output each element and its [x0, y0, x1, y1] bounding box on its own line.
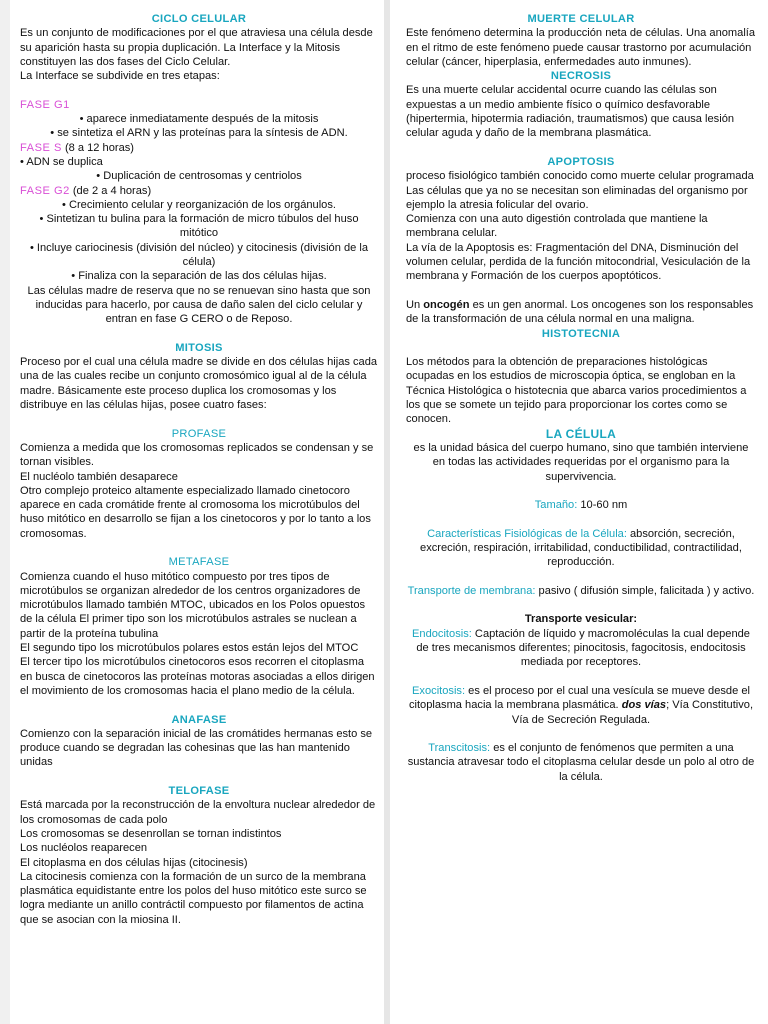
left-column — [10, 0, 384, 1024]
metafase-line: Comienza cuando el huso mitótico compuesto por tres tipos de microtúbulos se organizan alrededor de los centros organizadores de microtúbulos llamado también MTOC, ubicados en los Polos opuestos de la célula El primer tipo son los microtúbulos astrales se nuclean a partir de la proteína tubulina — [20, 570, 366, 640]
fase-g2-bullet: • Sintetizan tu bulina para la formación de micro túbulos del huso mitótico — [39, 213, 359, 240]
apoptosis-line: proceso fisiológico también conocido como muerte celular programada — [406, 170, 754, 183]
fase-s-bullet: • Duplicación de centrosomas y centriolos — [96, 170, 302, 183]
la-celula-paragraph: es la unidad básica del cuerpo humano, sino que también interviene en todas las actividades requeridas por el organismo para la supervivencia. — [413, 441, 749, 483]
histotecnia-heading: HISTOTECNIA — [541, 327, 621, 340]
transcitosis-value: es el conjunto de fenómenos que permiten a una sustancia atravesar todo el citoplasma celular desde un polo al otro de la célula. — [407, 742, 755, 783]
telofase-line: Los cromosomas se desenrollan se tornan indistintos — [20, 827, 282, 840]
fase-g1-bullet: • se sintetiza el ARN y las proteínas para la síntesis de ADN. — [50, 127, 348, 140]
fase-g-cero-paragraph: Las células madre de reserva que no se renuevan sino hasta que son inducidas para hacerlo, por causa de daño salen del ciclo celular y entran en fase G CERO o de Reposo. — [27, 284, 371, 326]
muerte-celular-heading: MUERTE CELULAR — [527, 13, 635, 25]
fase-g1-label: FASE G1 — [20, 98, 70, 111]
fase-g2-bullet: • Finaliza con la separación de las dos células hijas. — [71, 270, 327, 283]
metafase-line: El segundo tipo los microtúbulos polares estos están lejos del MTOC — [20, 642, 359, 655]
endocitosis-value: Captación de líquido y macromoléculas la cual depende de tres mecanismos diferentes; pinocitosis, fagocitosis, endocitosis mediada por receptores. — [416, 627, 750, 669]
anafase-heading: ANAFASE — [171, 713, 227, 726]
telofase-line: Está marcada por la reconstrucción de la envoltura nuclear alrededor de los cromosomas de cada polo — [20, 799, 376, 826]
fase-s-line — [20, 141, 378, 155]
tamano-label: Tamaño: — [534, 499, 578, 512]
muerte-celular-paragraph: Este fenómeno determina la producción neta de células. Una anomalía en el ritmo de este fenómeno puede causar trastorno por acumulación celular (cáncer, hiperplasia, enfermedades auto inmunes). — [406, 27, 756, 68]
mitosis-heading: MITOSIS — [175, 341, 223, 354]
apoptosis-line: Las células que ya no se necesitan son eliminadas del organismo por ejemplo la atresia folicular del ovario. — [406, 184, 748, 211]
exocitosis-text-end: ; Vía Constitutivo, Vía de Secreción Regulada. — [511, 699, 754, 726]
exocitosis-text: es el proceso por el cual una vesícula se mueve desde el citoplasma hacia la membrana plasmática. — [408, 684, 750, 712]
transporte-membrana-value: pasivo ( difusión simple, falicitada ) y activo. — [535, 584, 755, 597]
caracteristicas-line — [406, 527, 756, 570]
exocitosis-line — [406, 684, 756, 727]
profase-line: Otro complejo proteico altamente especializado llamado cinetocoro aparece en cada cromátide frente al cromosoma los microtúbulos del huso mitótico en desarrollo se fijan a los cinetocoros y por lo tanto a los cromosomas. — [20, 484, 371, 540]
profase-line: El nucléolo también desaparece — [20, 470, 178, 483]
caracteristicas-value: absorción, secreción, excreción, respiración, irritabilidad, conductibilidad, contractilidad, reproducción. — [420, 527, 742, 569]
tamano-value: 10-60 nm — [577, 499, 628, 512]
oncogen-prefix: Un — [406, 298, 424, 311]
transcitosis-line — [406, 741, 756, 784]
telofase-line: Los nucléolos reaparecen — [20, 842, 148, 855]
apoptosis-heading: APOPTOSIS — [547, 155, 615, 168]
necrosis-paragraph: Es una muerte celular accidental ocurre cuando las células son expuestas a un medio ambiente físico o químico desfavorable (hipertermia, hipotermia radiación, traumatismos) que causa lesión celular aguda y daño de la membrana plasmática. — [406, 84, 735, 140]
interface-intro: La Interface se subdivide en tres etapas: — [20, 70, 220, 83]
fase-g2-line — [20, 184, 378, 198]
profase-line: Comienza a medida que los cromosomas replicados se condensan y se tornan visibles. — [20, 441, 374, 469]
telofase-line: La citocinesis comienza con la formación de un surco de la membrana plasmática equidistante entre los polos del huso mitótico este surco se logra mediante un anillo contráctil compuesto por filamentos de actina que se asocian con la miosina II. — [20, 870, 367, 926]
caracteristicas-label: Características Fisiológicas de la Célula: — [427, 527, 627, 540]
fase-s-label: FASE S — [20, 141, 62, 154]
oncogen-paragraph — [406, 298, 756, 327]
right-column — [390, 0, 768, 1024]
transcitosis-label: Transcitosis: — [428, 742, 491, 755]
transporte-membrana-line — [406, 584, 756, 598]
oncogen-text: es un gen anormal. Los oncogenes son los responsables de la transformación de una célula normal en una maligna. — [406, 298, 754, 326]
profase-heading: PROFASE — [171, 427, 227, 440]
endocitosis-line — [406, 627, 756, 670]
la-celula-heading: LA CÉLULA — [545, 426, 617, 441]
fase-s-bullet: • ADN se duplica — [20, 155, 103, 168]
exocitosis-dos-vias: dos vías — [621, 699, 667, 712]
exocitosis-label: Exocitosis: — [412, 684, 466, 697]
anafase-paragraph: Comienzo con la separación inicial de las cromátides hermanas esto se produce cuando se degradan las cohesinas que las han mantenido unidas — [20, 727, 373, 769]
apoptosis-line: Comienza con una auto digestión controlada que mantiene la membrana celular. — [406, 213, 708, 240]
fase-g2-label: FASE G2 — [20, 184, 70, 197]
metafase-line: El tercer tipo los microtúbulos cinetocoros esos recorren el citoplasma en busca de cinetocoros las proteínas motoras asociadas a ellos dirigen el movimiento de los cromosomas hacia el plano medio de la célula. — [20, 656, 375, 697]
telofase-line: El citoplasma en dos células hijas (citocinesis) — [20, 856, 248, 869]
transporte-vesicular-title: Transporte vesicular: — [524, 613, 638, 626]
fase-g2-hours: (de 2 a 4 horas) — [69, 184, 152, 197]
ciclo-celular-paragraph: Es un conjunto de modificaciones por el que atraviesa una célula desde su aparición hasta su propia duplicación. La Interface y la Mitosis constituyen las dos fases del Ciclo Celular. — [20, 27, 373, 68]
fase-g2-bullet: • Crecimiento celular y reorganización de los orgánulos. — [62, 198, 336, 211]
transporte-membrana-label: Transporte de membrana: — [407, 584, 536, 597]
histotecnia-paragraph: Los métodos para la obtención de preparaciones histológicas ocupadas en los estudios de microscopia óptica, se engloban en la Técnica Histológica o histotecnia que abarca varios procedimientos a los que se somete un tejido para proporcionar los cortes como se conocen. — [406, 356, 747, 426]
telofase-heading: TELOFASE — [168, 785, 230, 798]
ciclo-celular-heading: CICLO CELULAR — [151, 13, 247, 25]
tamano-line — [406, 498, 756, 512]
oncogen-term: oncogén — [423, 298, 470, 311]
fase-s-hours: (8 a 12 horas) — [61, 141, 135, 154]
endocitosis-label: Endocitosis: — [412, 627, 472, 640]
apoptosis-line: La vía de la Apoptosis es: Fragmentación del DNA, Disminución del volumen celular, perdida de la función mitocondrial, Vesiculación de la membrana y Formación de los cuerpos apoptóticos. — [406, 241, 751, 283]
metafase-heading: METAFASE — [168, 556, 230, 569]
fase-g1-bullet: • aparece inmediatamente después de la mitosis — [79, 113, 319, 126]
necrosis-heading: NECROSIS — [550, 70, 612, 83]
fase-g2-bullet: • Incluye cariocinesis (división del núcleo) y citocinesis (división de la célula) — [29, 241, 369, 269]
mitosis-paragraph: Proceso por el cual una célula madre se divide en dos células hijas cada una de las cuales recibe un conjunto cromosómico igual al de la célula madre. Básicamente este proceso duplica los cromosomas y los distribuye en las células hijas, posee cuatro fases: — [20, 356, 378, 412]
